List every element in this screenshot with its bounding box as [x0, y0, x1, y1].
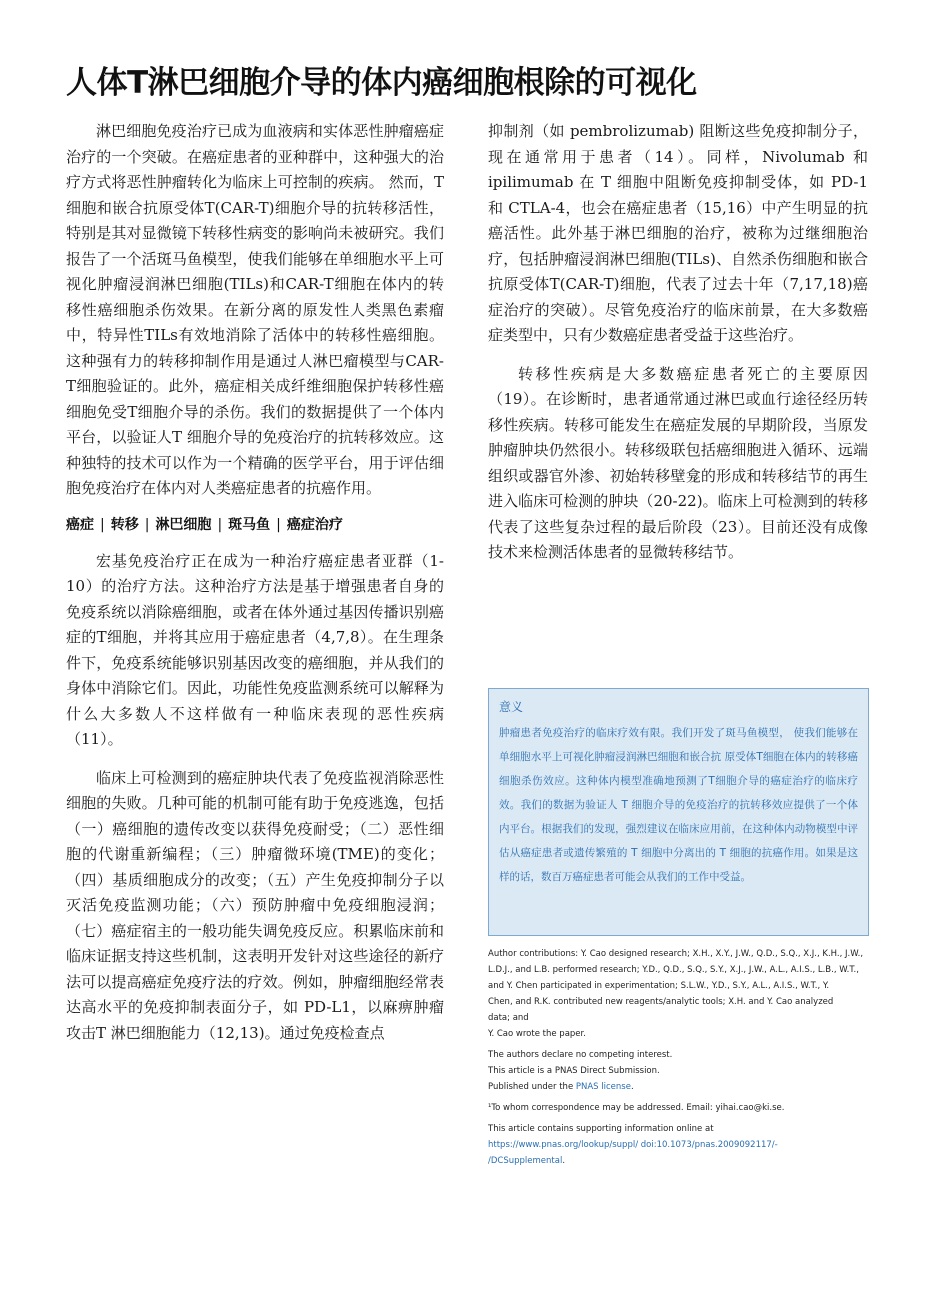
author-contributions-line: Chen, and R.K. contributed new reagents/analytic tools; X.H. and Y. Cao analyzed [488, 997, 834, 1007]
keyword: 转移 [110, 516, 139, 533]
abstract-paragraph: 淋巴细胞免疫治疗已成为血液病和实体恶性肿瘤癌症治疗的一个突破。在癌症患者的亚种群中，这种强大的治疗方式将恶性肿瘤转化为临床上可控制的疾病。 然而，T细胞和嵌合抗原受体T(CAR-T)细胞介导的抗转移活性，特别是其对显微镜下转移性病变的影响尚未被研究。我们报告了一个活斑马鱼模型，使我们能够在单细胞水平上可视化肿瘤浸润淋巴细胞(TILs)和CAR-T细胞在体内的转移性癌细胞杀伤效果。在新分离的原发性人类黑色素瘤中，特异性TILs有效地消除了活体中的转移性癌细胞。这种强有力的转移抑制作用是通过人淋巴瘤模型与CAR-T细胞验证的。此外，癌症相关成纤维细胞保护转移性癌细胞免受T细胞介导的杀伤。我们的数据提供了一个体内平台，以验证人T 细胞介导的免疫治疗的抗转移效应。这种独特的技术可以作为一个精确的医学平台，用于评估细胞免疫治疗在体内对人类癌症患者的抗癌作用。 [66, 122, 444, 497]
keyword-separator: | [144, 516, 150, 533]
license-notes [488, 1047, 872, 1095]
keyword: 斑马鱼 [228, 516, 271, 533]
right-column [488, 119, 868, 579]
body-paragraph: 转移性疾病是大多数癌症患者死亡的主要原因（19）。在诊断时，患者通常通过淋巴或血行途径经历转移性疾病。转移可能发生在癌症发展的早期阶段，当原发肿瘤肿块仍然很小。转移级联包括癌细胞进入循环、远端组织或器官外渗、初始转移壁龛的形成和转移结节的再生进入临床可检测的肿块（20-22)。临床上可检测到的转移代表了这些复杂过程的最后阶段（23）。目前还没有成像技术来检测活体患者的显微转移结节。 [488, 364, 868, 561]
keyword-separator: | [276, 516, 281, 533]
body-paragraph: 抑制剂（如 pembrolizumab) 阻断这些免疫抑制分子，现在通常用于患者（14）。同样，Nivolumab 和 ipilimumab 在 T 细胞中阻断免疫抑制受体，如 PD-1 和 CTLA-4，也会在癌症患者（15,16）中产生明显的抗癌活性。此外基于淋巴细胞的治疗，被称为过继细胞治疗，包括肿瘤浸润淋巴细胞(TILs)、自然杀伤细胞和嵌合抗原受体T(CAR-T)细胞，代表了过去十年（7,17,18)癌症治疗的突破）。尽管免疫治疗的临床前景，在大多数癌症类型中，只有少数癌症患者受益于这些治疗。 [488, 122, 868, 344]
body-paragraph: 宏基免疫治疗正在成为一种治疗癌症患者亚群（1-10）的治疗方法。这种治疗方法是基于增强患者自身的免疫系统以消除癌细胞，或者在体外通过基因传播识别癌症的T细胞，并将其应用于癌症患者（4,7,8）。在生理条件下，免疫系统能够识别基因改变的癌细胞，并从我们的身体中消除它们。因此，功能性免疫监测系统可以解释为什么大多数人不这样做有一种临床表现的恶性疾病（11）。 [66, 551, 444, 748]
supporting-info-suffix: . [562, 1156, 566, 1166]
license-suffix: . [630, 1082, 634, 1092]
author-contributions-line: Y. Cao wrote the paper. [488, 1029, 586, 1039]
significance-body: 肿瘤患者免疫治疗的临床疗效有限。我们开发了斑马鱼模型， 使我们能够在单细胞水平上可视化肿瘤浸润淋巴细胞和嵌合抗 原受体T细胞在体内的转移癌细胞杀伤效应。这种体内模型准确地预测了T细胞介导的癌症治疗的临床疗效。我们的数据为验证人 T 细胞介导的免疫治疗的抗转移效应提供了一个体内平台。根据我们的发现，强烈建议在临床应用前，在这种体内动物模型中评估从癌症患者或遗传繁殖的 T 细胞中分离出的 T 细胞的抗癌作用。如果是这样的话，数百万癌症患者可能会从我们的工作中受益。 [499, 727, 858, 883]
article-title: 人体T淋巴细胞介导的体内癌细胞根除的可视化 [66, 65, 697, 101]
supporting-info-link[interactable]: https://www.pnas.org/lookup/suppl/ doi:10.1073/pnas.2009092117/- [488, 1140, 778, 1150]
keywords [66, 515, 444, 535]
author-contributions [488, 946, 872, 1042]
supporting-info-prefix: This article contains supporting information online at [488, 1124, 714, 1134]
license-prefix: Published under the [488, 1082, 576, 1092]
submission-note: This article is a PNAS Direct Submission. [488, 1066, 660, 1076]
left-column [66, 119, 444, 1059]
keyword: 癌症治疗 [286, 516, 343, 533]
footnotes [488, 946, 872, 1174]
keyword-separator: | [217, 516, 223, 533]
keyword: 淋巴细胞 [155, 516, 212, 533]
license-note [488, 1079, 872, 1095]
supporting-info-note [488, 1121, 872, 1169]
correspondence-note: ¹To whom correspondence may be addressed. Email: yihai.cao@ki.se. [488, 1103, 785, 1113]
keyword-separator: | [100, 516, 105, 533]
body-paragraph: 临床上可检测到的癌症肿块代表了免疫监视消除恶性细胞的失败。几种可能的机制可能有助于免疫逃逸，包括（一）癌细胞的遗传改变以获得免疫耐受；（二）恶性细胞的代谢重新编程；（三）肿瘤微环境(TME)的变化；（四）基质细胞成分的改变；（五）产生免疫抑制分子以灭活免疫监测功能；（六）预防肿瘤中免疫细胞浸润；（七）癌症宿主的一般功能失调免疫反应。积累临床前和临床证据支持这些机制，这表明开发针对这些途径的新疗法可以提高癌症免疫疗法的疗效。例如，肿瘤细胞经常表达高水平的免疫抑制表面分子，如 PD-L1，以麻痹肿瘤攻击T 淋巴细胞能力（12,13)。通过免疫检查点 [66, 768, 444, 1042]
competing-interest-note: The authors declare no competing interest. [488, 1050, 673, 1060]
author-contributions-line: L.D.J., and L.B. performed research; Y.D., Q.D., S.Q., S.Y., X.J., J.W., A.L., A.I.S., L.B., W.T., [488, 965, 859, 975]
significance-heading: 意义 [499, 700, 524, 714]
author-contributions-line: data; and [488, 1013, 529, 1023]
author-contributions-line: Author contributions: Y. Cao designed research; X.H., X.Y., J.W., Q.D., S.Q., X.J., K.H., J.W., [488, 949, 864, 959]
author-contributions-line: and Y. Chen participated in experimentation; S.L.W., Y.D., S.Y., A.L., A.I.S., W.T., Y. [488, 981, 830, 991]
significance-box [488, 688, 869, 936]
license-link[interactable]: PNAS license [575, 1082, 631, 1092]
keyword: 癌症 [66, 516, 94, 533]
supporting-info-link[interactable]: /DCSupplemental [488, 1156, 563, 1166]
